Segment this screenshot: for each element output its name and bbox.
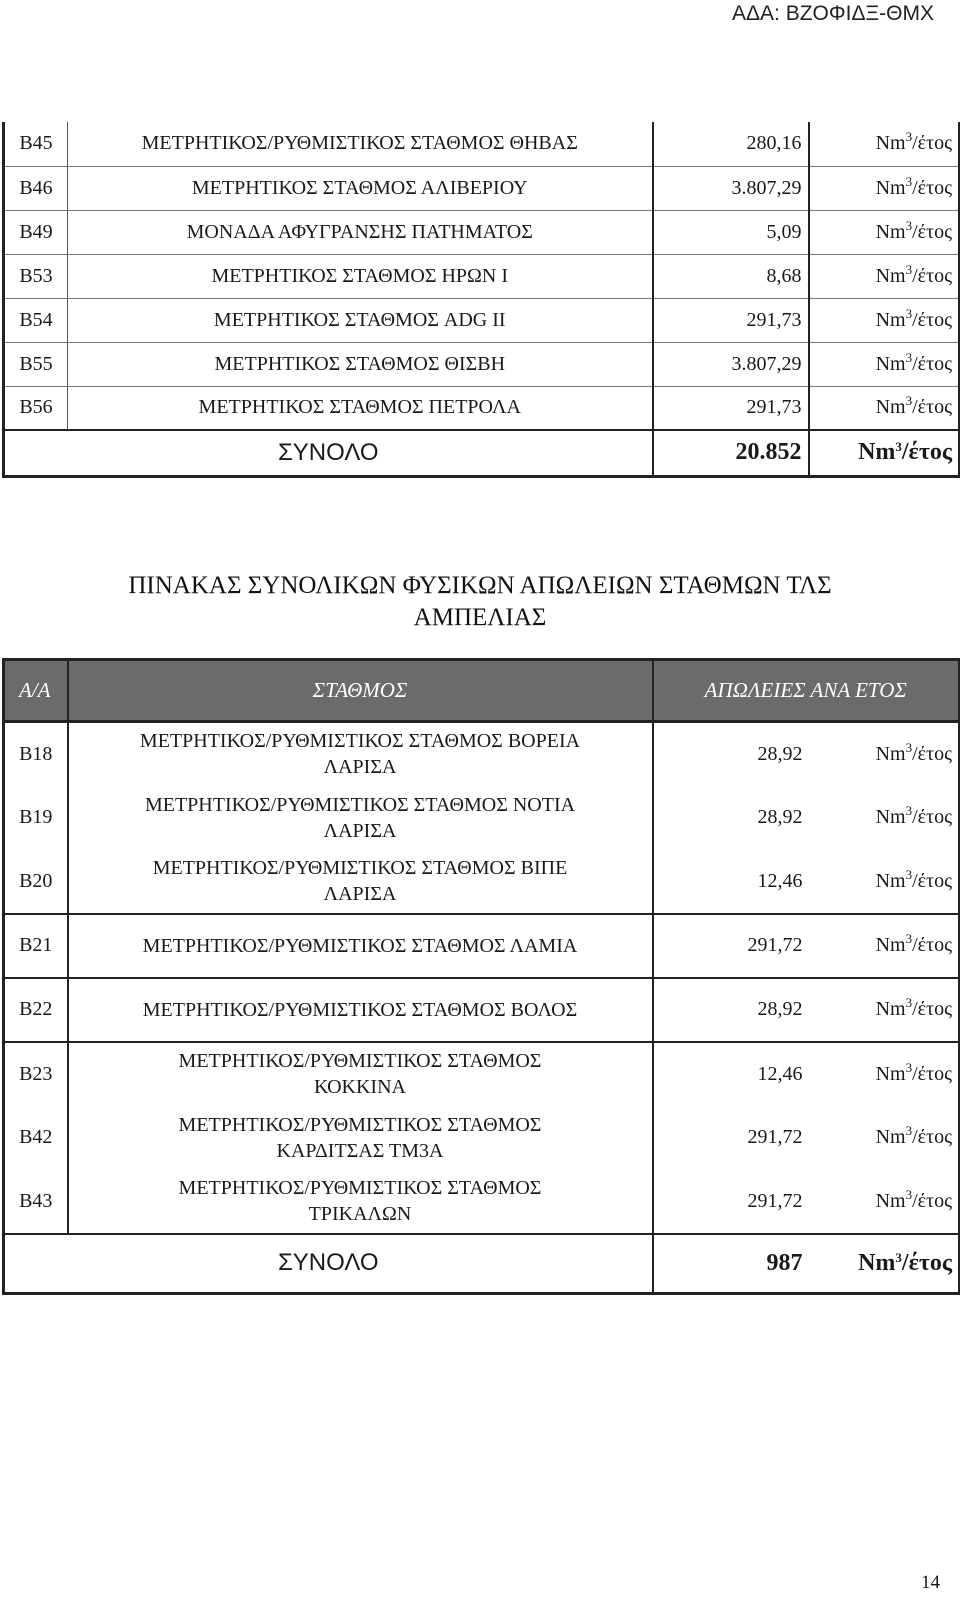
row-station-name <box>68 978 653 1042</box>
table-row <box>4 914 960 978</box>
table-row <box>4 722 960 786</box>
table-row <box>4 1170 960 1234</box>
station-name-line2: ΤΡΙΚΑΛΩΝ <box>308 1203 412 1225</box>
unit-cell <box>809 298 960 342</box>
losses-table-thiva <box>2 122 960 478</box>
unit-cell <box>809 850 960 914</box>
unit-cell <box>809 166 960 210</box>
unit-suffix: /έτος <box>912 742 953 765</box>
station-name-line1: ΜΕΤΡΗΤΙΚΟΣ/ΡΥΘΜΙΣΤΙΚΟΣ ΣΤΑΘΜΟΣ ΛΑΜΙΑ <box>142 934 578 957</box>
total-unit: Nm$^3$/έτος <box>809 1234 960 1294</box>
row-code: B23 <box>4 1042 68 1106</box>
row-station-name <box>68 1170 653 1234</box>
unit-suffix: /έτος <box>912 934 953 956</box>
unit-suffix: /έτος <box>912 176 952 199</box>
row-code: B20 <box>4 850 68 914</box>
table-row <box>4 786 960 850</box>
row-code: B46 <box>4 166 68 210</box>
unit-superscript: 3 <box>905 739 913 755</box>
unit-text: Nm <box>875 869 906 892</box>
total-label: ΣΥΝΟΛΟ <box>4 1234 653 1294</box>
unit-superscript: 3 <box>905 1123 913 1138</box>
row-value: 28,92 <box>653 786 809 850</box>
unit-text: Nm <box>875 1062 906 1085</box>
unit-text: Nm <box>875 352 906 375</box>
station-name-line1: ΜΕΤΡΗΤΙΚΟΣ/ΡΥΘΜΙΣΤΙΚΟΣ ΣΤΑΘΜΟΣ ΒΟΛΟΣ <box>142 998 578 1021</box>
row-value: 291,72 <box>653 914 809 978</box>
unit-suffix: /έτος <box>912 1126 953 1148</box>
total-label: ΣΥΝΟΛΟ <box>4 430 653 476</box>
unit-cell <box>809 722 960 786</box>
unit-superscript: 3 <box>905 1186 913 1202</box>
header-losses: ΑΠΩΛΕΙΕΣ ΑΝΑ ΕΤΟΣ <box>653 660 960 722</box>
row-station-name: ΜΕΤΡΗΤΙΚΟΣ/ΡΥΘΜΙΣΤΙΚΟΣ ΣΤΑΘΜΟΣ ΘΗΒΑΣ <box>68 122 653 166</box>
row-code: B49 <box>4 210 68 254</box>
unit-text: Nm <box>875 132 906 155</box>
unit-cell <box>809 1106 960 1170</box>
losses-table-ampelia <box>2 658 960 1295</box>
unit-superscript: 3 <box>905 173 913 189</box>
unit-cell <box>809 786 960 850</box>
unit-superscript: 3 <box>905 349 913 365</box>
station-name-line2: ΚΟΚΚΙΝΑ <box>314 1076 406 1098</box>
total-row <box>4 430 960 476</box>
table-row <box>4 850 960 914</box>
row-value: 291,72 <box>653 1106 809 1170</box>
station-name-line1: ΜΕΤΡΗΤΙΚΟΣ/ΡΥΘΜΙΣΤΙΚΟΣ ΣΤΑΘΜΟΣ <box>178 1177 542 1199</box>
unit-cell <box>809 1170 960 1234</box>
unit-suffix: /έτος <box>912 264 952 287</box>
unit-text: Nm <box>875 998 906 1020</box>
station-name-line1: ΜΕΤΡΗΤΙΚΟΣ/ΡΥΘΜΙΣΤΙΚΟΣ ΣΤΑΘΜΟΣ <box>178 1050 542 1072</box>
row-station-name <box>68 914 653 978</box>
station-name-line1: ΜΕΤΡΗΤΙΚΟΣ/ΡΥΘΜΙΣΤΙΚΟΣ ΣΤΑΘΜΟΣ <box>178 1113 542 1136</box>
row-station-name <box>68 722 653 786</box>
unit-suffix: /έτος <box>912 869 953 892</box>
row-code: B42 <box>4 1106 68 1170</box>
unit-suffix: /έτος <box>912 998 953 1020</box>
document-code: ΑΔΑ: ΒΖΟΦΙΔΞ-ΘΜΧ <box>732 2 934 25</box>
unit-text: Nm <box>875 806 906 828</box>
row-value: 280,16 <box>653 122 809 166</box>
table-row <box>4 342 960 386</box>
row-station-name: ΜΕΤΡΗΤΙΚΟΣ ΣΤΑΘΜΟΣ ΠΕΤΡΟΛΑ <box>68 386 653 430</box>
unit-suffix: /έτος <box>912 352 952 375</box>
unit-suffix: /έτος <box>912 1189 953 1212</box>
unit-cell <box>809 210 960 254</box>
unit-superscript: 3 <box>905 1059 913 1075</box>
page-number: 14 <box>921 1572 940 1593</box>
section-heading <box>20 570 940 634</box>
unit-superscript: 3 <box>905 393 913 409</box>
row-value: 28,92 <box>653 978 809 1042</box>
row-station-name <box>68 1106 653 1170</box>
total-value: 20.852 <box>653 430 809 476</box>
unit-suffix: /έτος <box>912 132 952 155</box>
table-row <box>4 254 960 298</box>
unit-cell <box>809 386 960 430</box>
row-code: B43 <box>4 1170 68 1234</box>
row-value: 12,46 <box>653 1042 809 1106</box>
row-value: 28,92 <box>653 722 809 786</box>
row-value: 3.807,29 <box>653 166 809 210</box>
unit-suffix: /έτος <box>912 806 953 828</box>
unit-superscript: 3 <box>905 261 913 277</box>
row-code: B55 <box>4 342 68 386</box>
row-station-name <box>68 786 653 850</box>
row-value: 8,68 <box>653 254 809 298</box>
row-station-name <box>68 850 653 914</box>
unit-cell <box>809 914 960 978</box>
station-name-line2: ΚΑΡΔΙΤΣΑΣ ΤΜ3Α <box>276 1139 444 1162</box>
total-unit: Nm$^3$/έτος <box>809 430 960 476</box>
row-station-name: ΜΕΤΡΗΤΙΚΟΣ ΣΤΑΘΜΟΣ ADG II <box>68 298 653 342</box>
row-code: B56 <box>4 386 68 430</box>
total-row <box>4 1234 960 1294</box>
unit-text: Nm <box>875 396 906 419</box>
unit-cell <box>809 342 960 386</box>
row-station-name: ΜΕΤΡΗΤΙΚΟΣ ΣΤΑΘΜΟΣ ΗΡΩΝ Ι <box>68 254 653 298</box>
table-header-row <box>4 660 960 722</box>
row-code: B19 <box>4 786 68 850</box>
table-row <box>4 1106 960 1170</box>
station-name-line2: ΛΑΡΙΣΑ <box>323 883 397 905</box>
row-value: 5,09 <box>653 210 809 254</box>
row-code: B53 <box>4 254 68 298</box>
row-value: 291,73 <box>653 298 809 342</box>
unit-text: Nm <box>875 308 906 331</box>
station-name-line2: ΛΑΡΙΣΑ <box>323 819 397 842</box>
unit-superscript: 3 <box>905 931 913 946</box>
unit-suffix: /έτος <box>912 1062 953 1085</box>
row-code: B21 <box>4 914 68 978</box>
station-name-line1: ΜΕΤΡΗΤΙΚΟΣ/ΡΥΘΜΙΣΤΙΚΟΣ ΣΤΑΘΜΟΣ ΝΟΤΙΑ <box>144 793 576 816</box>
row-value: 3.807,29 <box>653 342 809 386</box>
station-name-line2: ΛΑΡΙΣΑ <box>323 756 397 779</box>
unit-text: Nm <box>875 264 906 287</box>
unit-text: Nm <box>875 1189 906 1212</box>
unit-superscript: 3 <box>905 305 913 321</box>
table-row <box>4 166 960 210</box>
unit-cell <box>809 122 960 166</box>
station-name-line1: ΜΕΤΡΗΤΙΚΟΣ/ΡΥΘΜΙΣΤΙΚΟΣ ΣΤΑΘΜΟΣ ΒΟΡΕΙΑ <box>139 730 581 753</box>
unit-superscript: 3 <box>905 803 913 818</box>
row-station-name: ΜΕΤΡΗΤΙΚΟΣ ΣΤΑΘΜΟΣ ΑΛΙΒΕΡΙΟΥ <box>68 166 653 210</box>
table-row <box>4 210 960 254</box>
unit-text: Nm <box>875 742 906 765</box>
unit-text: Nm <box>875 176 906 199</box>
total-value: 987 <box>653 1234 809 1294</box>
section-heading-line1: ΠΙΝΑΚΑΣ ΣΥΝΟΛΙΚΩΝ ΦΥΣΙΚΩΝ ΑΠΩΛΕΙΩΝ ΣΤΑΘΜΩΝ ΤΛΣ <box>128 572 832 599</box>
row-value: 291,73 <box>653 386 809 430</box>
row-value: 12,46 <box>653 850 809 914</box>
row-code: B22 <box>4 978 68 1042</box>
unit-cell <box>809 1042 960 1106</box>
unit-cell <box>809 254 960 298</box>
table-row <box>4 1042 960 1106</box>
unit-text: Nm <box>875 1126 906 1148</box>
header-station: ΣΤΑΘΜΟΣ <box>68 660 653 722</box>
unit-text: Nm <box>875 220 906 243</box>
unit-superscript: 3 <box>905 217 913 233</box>
table-row <box>4 978 960 1042</box>
unit-cell <box>809 978 960 1042</box>
row-code: B45 <box>4 122 68 166</box>
unit-suffix: /έτος <box>912 396 952 419</box>
unit-suffix: /έτος <box>912 308 952 331</box>
table-row <box>4 386 960 430</box>
row-station-name: ΜΕΤΡΗΤΙΚΟΣ ΣΤΑΘΜΟΣ ΘΙΣΒΗ <box>68 342 653 386</box>
unit-suffix: /έτος <box>912 220 952 243</box>
header-code: Α/Α <box>4 660 68 722</box>
unit-superscript: 3 <box>905 866 913 882</box>
station-name-line1: ΜΕΤΡΗΤΙΚΟΣ/ΡΥΘΜΙΣΤΙΚΟΣ ΣΤΑΘΜΟΣ ΒΙΠΕ <box>152 857 568 879</box>
section-heading-line2: ΑΜΠΕΛΙΑΣ <box>413 604 547 631</box>
row-value: 291,72 <box>653 1170 809 1234</box>
unit-superscript: 3 <box>905 995 913 1010</box>
unit-superscript: 3 <box>905 129 913 145</box>
table-row <box>4 122 960 166</box>
row-code: B54 <box>4 298 68 342</box>
unit-text: Nm <box>875 934 906 956</box>
row-station-name <box>68 1042 653 1106</box>
row-code: B18 <box>4 722 68 786</box>
table-row <box>4 298 960 342</box>
row-station-name: ΜΟΝΑΔΑ ΑΦΥΓΡΑΝΣΗΣ ΠΑΤΗΜΑΤΟΣ <box>68 210 653 254</box>
